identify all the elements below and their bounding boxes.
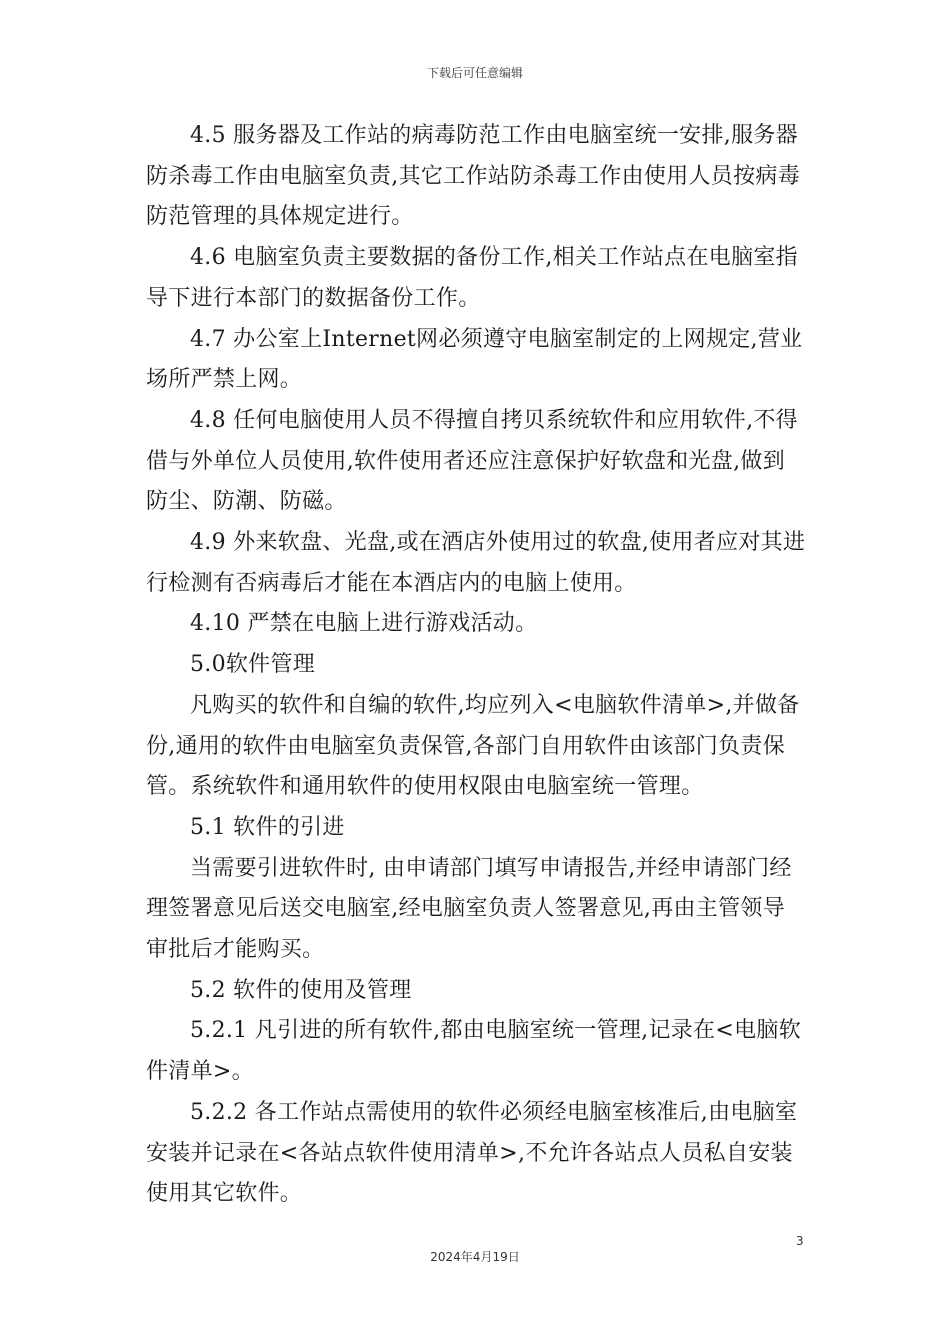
subsection-heading-5-2: 5.2 软件的使用及管理 (190, 977, 412, 1003)
paragraph-5-2-1: 5.2.1 凡引进的所有软件,都由电脑室统一管理,记录在<电脑软件清单>。 (146, 1018, 801, 1085)
page-header: 下载后可任意编辑 (426, 66, 523, 80)
paragraph-4-6: 4.6 电脑室负责主要数据的备份工作,相关工作站点在电脑室指导下进行本部门的数据备份工作。 (146, 245, 798, 311)
paragraph-4-10: 4.10 严禁在电脑上进行游戏活动。 (190, 611, 538, 637)
page-number: 3 (796, 1234, 804, 1248)
paragraph-4-5: 4.5 服务器及工作站的病毒防范工作由电脑室统一安排,服务器防杀毒工作由电脑室负责,其它工作站防杀毒工作由使用人员按病毒防范管理的具体规定进行。 (146, 123, 800, 230)
paragraph-4-7: 4.7 办公室上Internet网必须遵守电脑室制定的上网规定,营业场所严禁上网。 (146, 326, 803, 393)
subsection-heading-5-1: 5.1 软件的引进 (190, 814, 345, 840)
page-footer-date: 2024年4月19日 (430, 1250, 520, 1264)
paragraph-5-1-body: 当需要引进软件时, 由申请部门填写申请报告,并经申请部门经理签署意见后送交电脑室,经电脑室负责人签署意见,再由主管领导审批后才能购买。 (146, 855, 792, 963)
paragraph-5-2-2: 5.2.2 各工作站点需使用的软件必须经电脑室核准后,由电脑室安装并记录在<各站点软件使用清单>,不允许各站点人员私自安装使用其它软件。 (146, 1099, 798, 1207)
paragraph-5-0-body: 凡购买的软件和自编的软件,均应列入<电脑软件清单>,并做备份,通用的软件由电脑室负责保管,各部门自用软件由该部门负责保管。系统软件和通用软件的使用权限由电脑室统一管理。 (146, 692, 800, 800)
document-body (146, 116, 806, 1215)
section-heading-5-0: 5.0软件管理 (190, 652, 316, 678)
paragraph-4-8: 4.8 任何电脑使用人员不得擅自拷贝系统软件和应用软件,不得借与外单位人员使用,软件使用者还应注意保护好软盘和光盘,做到防尘、防潮、防磁。 (146, 407, 798, 515)
paragraph-4-9: 4.9 外来软盘、光盘,或在酒店外使用过的软盘,使用者应对其进行检测有否病毒后才能在本酒店内的电脑上使用。 (146, 530, 806, 596)
